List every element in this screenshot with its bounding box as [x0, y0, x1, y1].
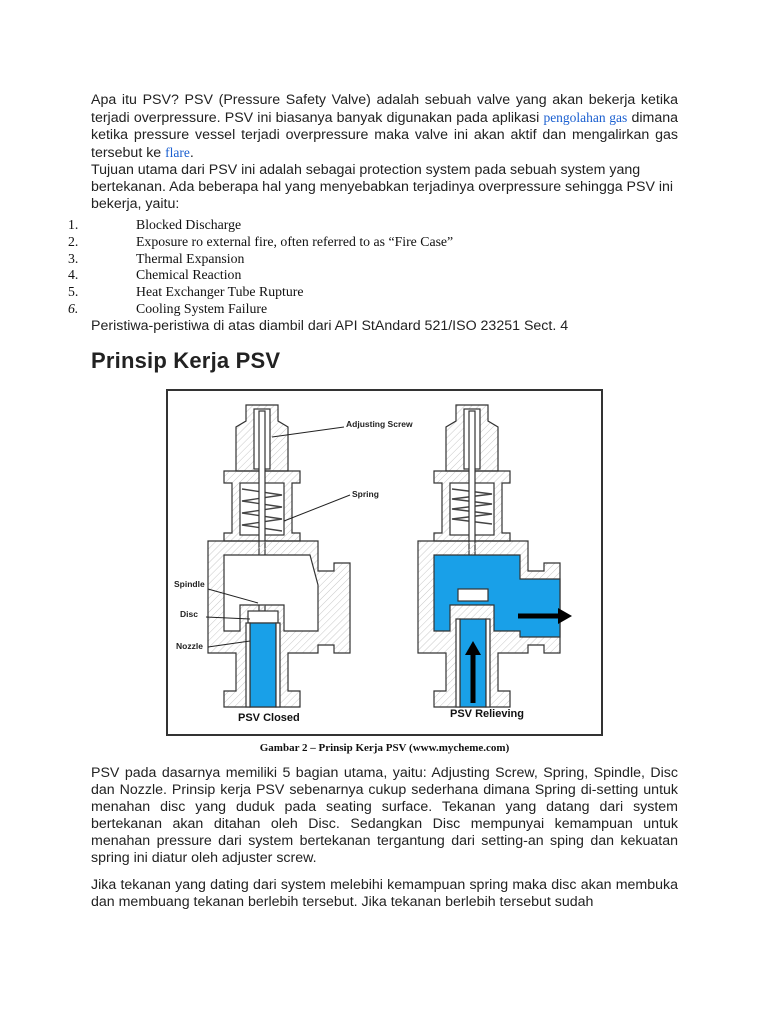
label-disc: Disc — [180, 609, 198, 619]
document-page — [68, 92, 678, 910]
closed-valve-drawing — [208, 405, 350, 707]
list-item — [68, 234, 678, 251]
figure-caption: Gambar 2 – Prinsip Kerja PSV (www.mycheme.com) — [259, 742, 510, 754]
list-number: 4. — [68, 267, 79, 283]
list-text: Heat Exchanger Tube Rupture — [136, 284, 304, 300]
psv-diagram — [166, 389, 603, 736]
list-number: 5. — [68, 284, 79, 300]
link-flare[interactable]: flare — [165, 145, 190, 160]
list-text: Chemical Reaction — [136, 267, 242, 283]
section-title: Prinsip Kerja PSV — [91, 347, 281, 373]
list-item — [68, 284, 678, 301]
label-spindle: Spindle — [174, 579, 205, 589]
body-paragraph-1: PSV pada dasarnya memiliki 5 bagian utama, yaitu: Adjusting Screw, Spring, Spindle, Disc dan Nozzle. Prinsip kerja PSV sebenarnya cukup sederhana dimana Spring di-setting untuk menahan disc yang duduk pada seating surface. Tekanan yang datang dari system bertekanan akan ditahan oleh Disc. Sedangkan Disc mempunyai kemampuan untuk menahan pressure dari system bertekanan tergantung dari setting-an sping dan kekuatan spring ini diatur oleh adjuster screw. — [91, 765, 678, 866]
list-number: 1. — [68, 217, 79, 232]
label-spring: Spring — [352, 489, 379, 499]
body-paragraph-2: Jika tekanan yang dating dari system melebihi kemampuan spring maka disc akan membuka dan membuang tekanan berlebih tersebut. Jika tekanan berlebih tersebut sudah — [91, 877, 678, 910]
intro-text-a: Apa itu PSV? PSV (Pressure Safety Valve) adalah sebuah valve yang akan bekerja ketika terjadi overpressure. PSV ini biasanya banyak digunakan pada aplikasi — [91, 92, 678, 126]
link-pengolahan-gas[interactable]: pengolahan gas — [543, 110, 628, 125]
causes-list — [68, 217, 678, 318]
source-note: Peristiwa-peristiwa di atas diambil dari API StAndard 521/ISO 23251 Sect. 4 — [91, 317, 569, 334]
label-nozzle: Nozzle — [176, 641, 203, 651]
intro-paragraph — [91, 92, 678, 162]
list-number: 2. — [68, 233, 79, 249]
list-number: 6. — [68, 300, 79, 316]
list-item — [68, 251, 678, 268]
list-item — [68, 301, 678, 318]
label-psv-relieving: PSV Relieving — [450, 708, 524, 720]
list-item — [68, 217, 678, 234]
intro-text-c: . — [189, 145, 194, 161]
list-text: Thermal Expansion — [136, 250, 245, 266]
label-psv-closed: PSV Closed — [238, 712, 300, 724]
psv-diagram-svg — [168, 391, 601, 734]
list-text: Blocked Discharge — [136, 217, 242, 232]
label-adjusting-screw: Adjusting Screw — [346, 419, 413, 429]
list-item — [68, 267, 678, 284]
intro-text-b: dimana ketika pressure vessel terjadi overpressure maka valve ini akan aktif dan mengalirkan gas tersebut ke — [91, 110, 678, 161]
list-text: Cooling System Failure — [136, 300, 268, 316]
list-text: Exposure ro external fire, often referred to as “Fire Case” — [136, 233, 454, 249]
relieving-valve-drawing — [418, 405, 560, 707]
list-number: 3. — [68, 250, 79, 266]
purpose-paragraph: Tujuan utama dari PSV ini adalah sebagai protection system pada sebuah system yang bertekanan. Ada beberapa hal yang menyebabkan terjadinya overpressure sehingga PSV ini bekerja, yaitu: — [91, 162, 674, 212]
